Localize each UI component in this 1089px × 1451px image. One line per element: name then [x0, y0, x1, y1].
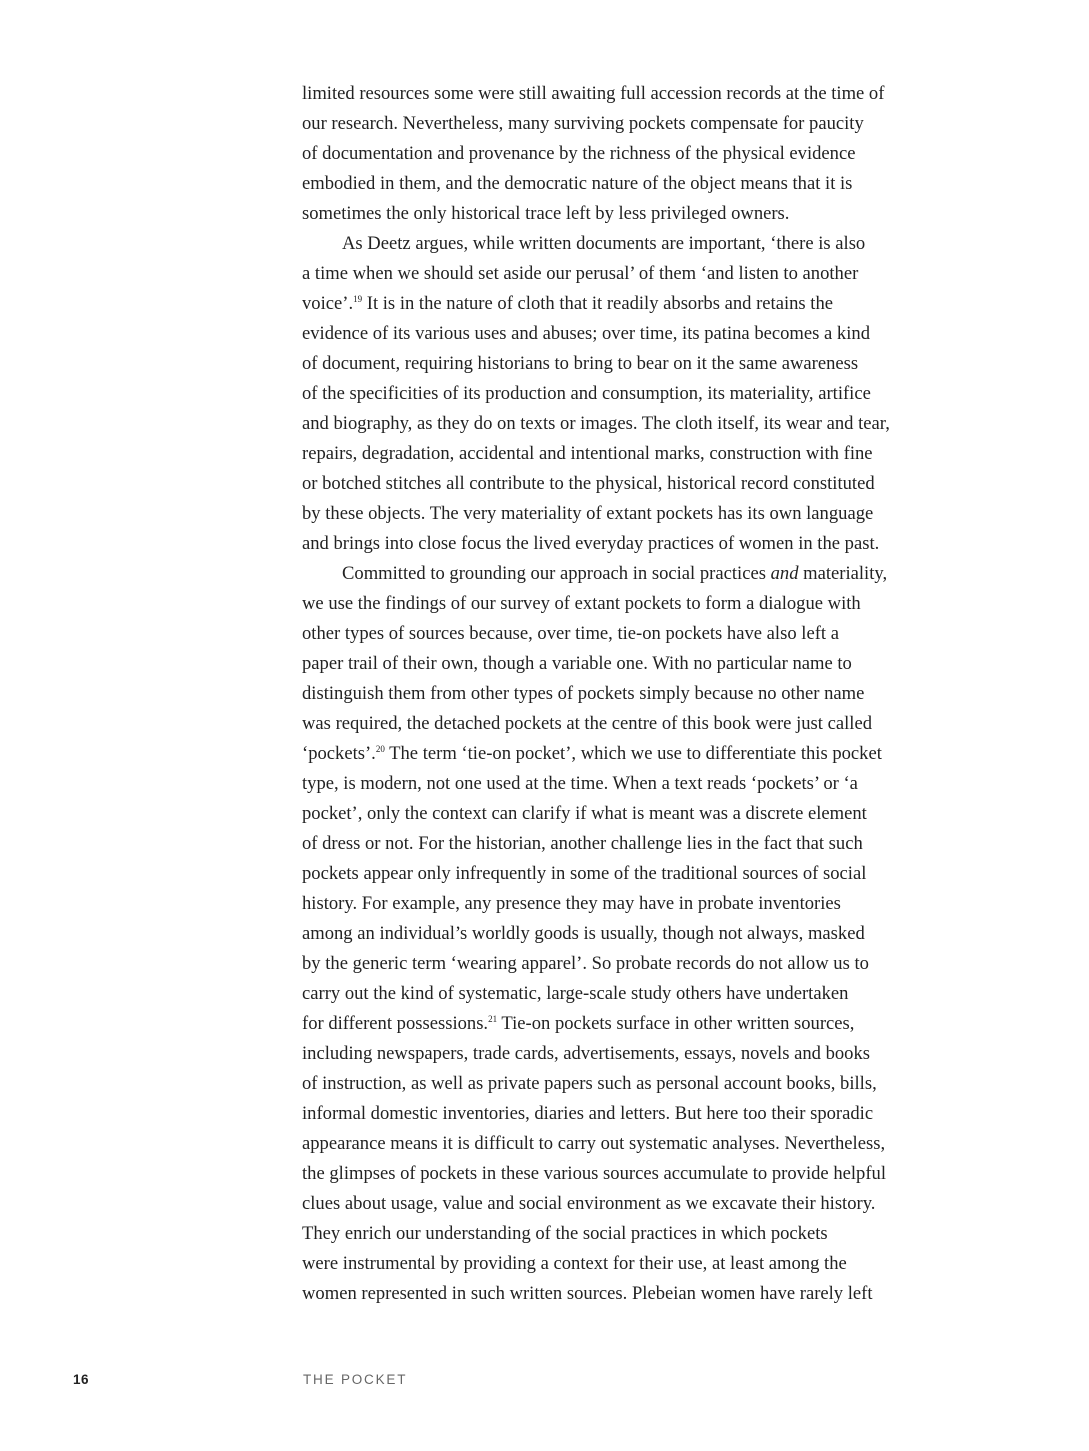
- text-line: [302, 1069, 952, 1099]
- text-line: [302, 1009, 952, 1039]
- running-head: THE POCKET: [303, 1372, 408, 1387]
- text-line: [302, 169, 952, 199]
- text-run: pockets appear only infrequently in some of the traditional sources of social: [302, 863, 867, 884]
- text-line: [302, 1129, 952, 1159]
- text-run: was required, the detached pockets at the centre of this book were just called: [302, 713, 872, 734]
- text-line: [302, 409, 952, 439]
- text-line: [302, 319, 952, 349]
- page-number: 16: [73, 1372, 90, 1387]
- text-run: history. For example, any presence they may have in probate inventories: [302, 893, 841, 914]
- text-run: embodied in them, and the democratic nature of the object means that it is: [302, 173, 853, 194]
- text-run: and biography, as they do on texts or images. The cloth itself, its wear and tear,: [302, 413, 890, 434]
- text-line: [302, 799, 952, 829]
- text-line: [302, 1039, 952, 1069]
- text-line: [302, 589, 952, 619]
- text-line: [302, 1279, 952, 1309]
- text-line: [302, 679, 952, 709]
- text-run: by these objects. The very materiality of extant pockets has its own language: [302, 503, 874, 524]
- footnote-marker: 21: [488, 1014, 498, 1024]
- text-line: [302, 859, 952, 889]
- text-line: [302, 739, 952, 769]
- text-run: appearance means it is difficult to carry out systematic analyses. Nevertheless,: [302, 1133, 886, 1154]
- text-run: the glimpses of pockets in these various sources accumulate to provide helpful: [302, 1163, 886, 1184]
- text-line: [302, 229, 952, 259]
- text-run: evidence of its various uses and abuses; over time, its patina becomes a kind: [302, 323, 870, 344]
- text-line: [302, 259, 952, 289]
- text-run: including newspapers, trade cards, advertisements, essays, novels and books: [302, 1043, 870, 1064]
- text-line: [302, 79, 952, 109]
- text-run: of dress or not. For the historian, another challenge lies in the fact that such: [302, 833, 863, 854]
- text-line: [302, 979, 952, 1009]
- text-line: [302, 829, 952, 859]
- text-line: [302, 199, 952, 229]
- text-run: women represented in such written sources. Plebeian women have rarely left: [302, 1283, 873, 1304]
- text-run: repairs, degradation, accidental and intentional marks, construction with fine: [302, 443, 873, 464]
- text-line: [302, 289, 952, 319]
- text-line: [302, 1099, 952, 1129]
- text-run: As Deetz argues, while written documents are important, ‘there is also: [342, 233, 866, 254]
- text-run: by the generic term ‘wearing apparel’. So probate records do not allow us to: [302, 953, 869, 974]
- text-line: [302, 919, 952, 949]
- emphasis: and: [770, 563, 799, 584]
- text-line: [302, 1159, 952, 1189]
- text-run: paper trail of their own, though a variable one. With no particular name to: [302, 653, 852, 674]
- text-run: pocket’, only the context can clarify if what is meant was a discrete element: [302, 803, 867, 824]
- text-run: a time when we should set aside our perusal’ of them ‘and listen to another: [302, 263, 859, 284]
- text-run: voice’.: [302, 293, 354, 314]
- text-run: clues about usage, value and social environment as we excavate their history.: [302, 1193, 876, 1214]
- text-line: [302, 1189, 952, 1219]
- text-run: and brings into close focus the lived everyday practices of women in the past.: [302, 533, 880, 554]
- text-line: [302, 379, 952, 409]
- text-line: [302, 139, 952, 169]
- text-run: of document, requiring historians to bring to bear on it the same awareness: [302, 353, 859, 374]
- text-line: [302, 1249, 952, 1279]
- text-run: They enrich our understanding of the social practices in which pockets: [302, 1223, 828, 1244]
- footnote-marker: 20: [375, 744, 385, 754]
- text-line: [302, 1219, 952, 1249]
- text-run: of instruction, as well as private papers such as personal account books, bills,: [302, 1073, 877, 1094]
- text-run: informal domestic inventories, diaries and letters. But here too their sporadic: [302, 1103, 874, 1124]
- text-line: [302, 949, 952, 979]
- text-run: of documentation and provenance by the richness of the physical evidence: [302, 143, 856, 164]
- text-line: [302, 649, 952, 679]
- text-line: [302, 529, 952, 559]
- text-run: or botched stitches all contribute to the physical, historical record constituted: [302, 473, 875, 494]
- body-text: [302, 79, 952, 1309]
- text-run: we use the findings of our survey of extant pockets to form a dialogue with: [302, 593, 861, 614]
- footnote-marker: 19: [353, 294, 363, 304]
- text-run: other types of sources because, over time, tie-on pockets have also left a: [302, 623, 839, 644]
- text-line: [302, 769, 952, 799]
- text-run: type, is modern, not one used at the time. When a text reads ‘pockets’ or ‘a: [302, 773, 858, 794]
- text-run: It is in the nature of cloth that it readily absorbs and retains the: [362, 293, 834, 314]
- text-run: carry out the kind of systematic, large-scale study others have undertaken: [302, 983, 849, 1004]
- text-line: [302, 559, 952, 589]
- text-line: [302, 619, 952, 649]
- text-run: ‘pockets’.: [302, 743, 376, 764]
- text-line: [302, 349, 952, 379]
- text-run: were instrumental by providing a context for their use, at least among the: [302, 1253, 847, 1274]
- text-line: [302, 889, 952, 919]
- text-line: [302, 709, 952, 739]
- text-run: materiality,: [798, 563, 888, 584]
- text-run: sometimes the only historical trace left by less privileged owners.: [302, 203, 790, 224]
- text-run: Tie-on pockets surface in other written sources,: [497, 1013, 855, 1034]
- text-run: limited resources some were still awaiting full accession records at the time of: [302, 83, 885, 104]
- text-line: [302, 499, 952, 529]
- text-run: our research. Nevertheless, many surviving pockets compensate for paucity: [302, 113, 864, 134]
- text-line: [302, 469, 952, 499]
- text-run: of the specificities of its production and consumption, its materiality, artifice: [302, 383, 871, 404]
- text-line: [302, 439, 952, 469]
- text-line: [302, 109, 952, 139]
- text-run: distinguish them from other types of pockets simply because no other name: [302, 683, 865, 704]
- text-run: The term ‘tie-on pocket’, which we use to differentiate this pocket: [384, 743, 882, 764]
- text-run: for different possessions.: [302, 1013, 489, 1034]
- text-run: Committed to grounding our approach in social practices: [342, 563, 771, 584]
- text-run: among an individual’s worldly goods is usually, though not always, masked: [302, 923, 865, 944]
